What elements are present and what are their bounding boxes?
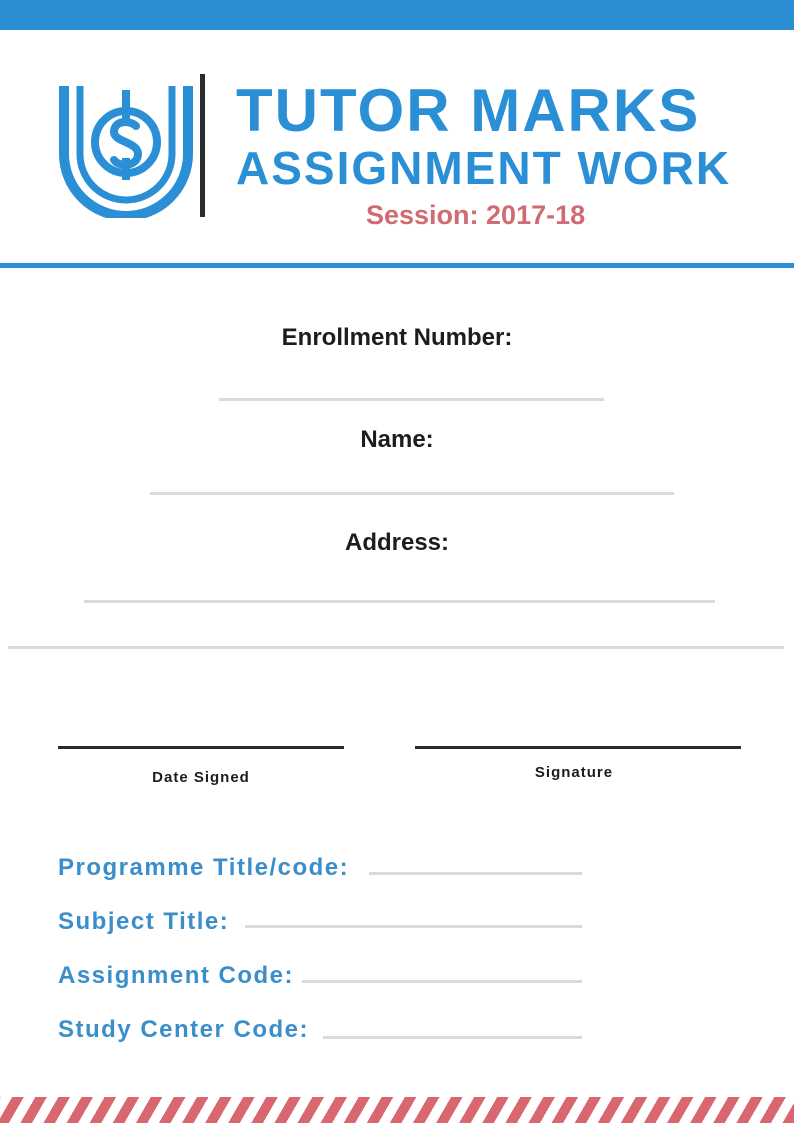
programme-title-line[interactable] — [369, 872, 582, 875]
signature-line[interactable] — [415, 746, 741, 749]
signature-label: Signature — [534, 764, 614, 781]
date-signed-line[interactable] — [58, 746, 344, 749]
header-divider — [0, 263, 794, 268]
enrollment-number-label: Enrollment Number: — [281, 324, 513, 351]
title-line-1: TUTOR MARKS — [236, 77, 701, 144]
programme-title-label: Programme Title/code: — [58, 854, 350, 881]
subject-title-label: Subject Title: — [58, 908, 230, 935]
enrollment-number-line[interactable] — [219, 398, 604, 401]
logo-divider — [200, 74, 205, 217]
address-line-2[interactable] — [8, 646, 784, 649]
subject-title-line[interactable] — [245, 925, 582, 928]
top-accent-bar — [0, 0, 794, 30]
footer-stripes — [0, 1097, 794, 1123]
session-label: Session: 2017-18 — [366, 200, 586, 230]
assignment-code-label: Assignment Code: — [58, 962, 295, 989]
study-center-code-label: Study Center Code: — [58, 1016, 310, 1043]
name-label: Name: — [360, 426, 434, 453]
study-center-code-line[interactable] — [323, 1036, 582, 1039]
date-signed-label: Date Signed — [152, 769, 250, 786]
title-line-2: ASSIGNMENT WORK — [236, 142, 732, 194]
name-line[interactable] — [150, 492, 674, 495]
assignment-code-line[interactable] — [302, 980, 582, 983]
university-logo-icon — [56, 82, 196, 218]
address-label: Address: — [344, 529, 450, 556]
address-line[interactable] — [84, 600, 715, 603]
